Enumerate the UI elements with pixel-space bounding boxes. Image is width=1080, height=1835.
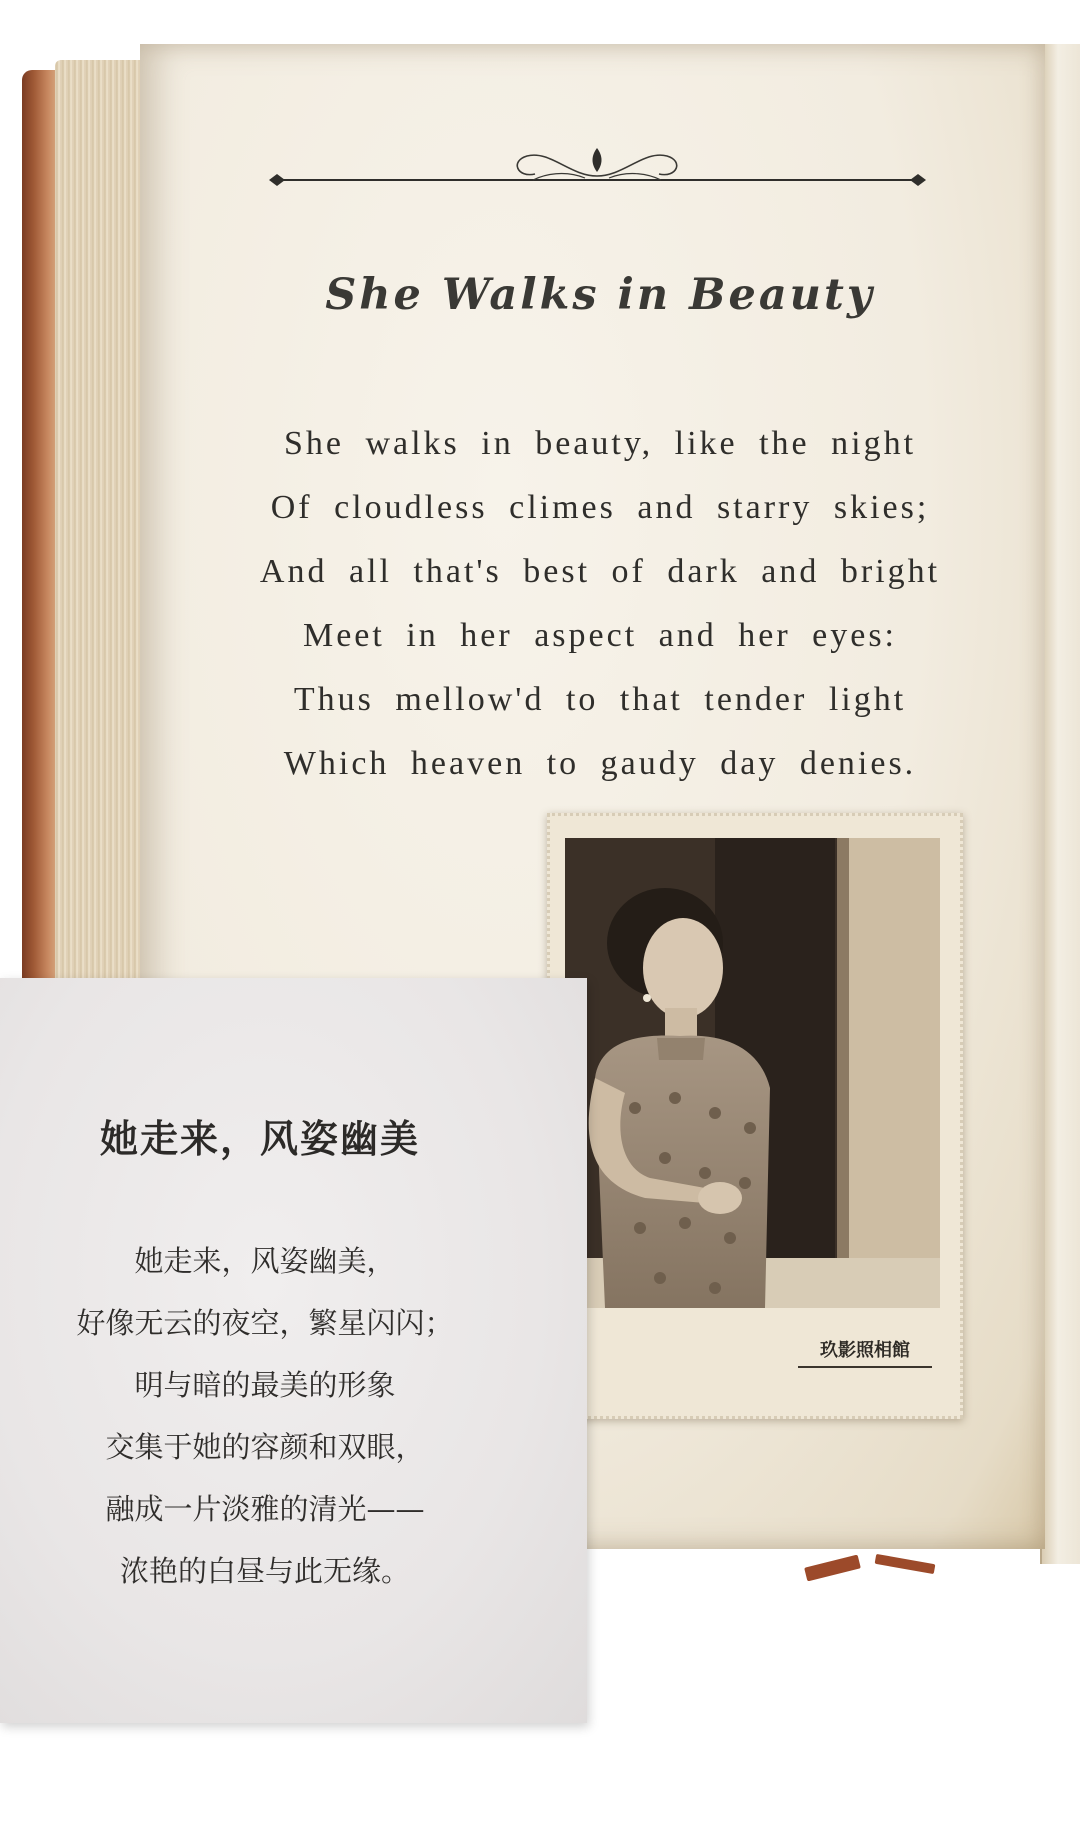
translation-title: 她走来，风姿幽美 (99, 1116, 420, 1161)
translation-line: 好像无云的夜空，繁星闪闪； (76, 1306, 454, 1340)
poem-line: Of cloudless climes and starry skies; (270, 489, 930, 526)
translation-line: 浓艳的白昼与此无缘。 (119, 1554, 410, 1588)
vintage-photo-frame (547, 813, 963, 1419)
ornament-divider-icon (265, 130, 930, 190)
studio-logo (790, 1336, 940, 1368)
translation-line: 融成一片淡雅的清光—— (105, 1492, 425, 1526)
book-right-page-edge (1040, 44, 1080, 1564)
poem-line: Meet in her aspect and her eyes: (302, 617, 898, 654)
poem-line: She walks in beauty, like the night (283, 425, 917, 462)
studio-logo-rule (798, 1366, 932, 1368)
translation-line: 她走来，风姿幽美， (134, 1244, 396, 1278)
poem-line: And all that's best of dark and bright (259, 553, 941, 590)
translation-stanza (30, 1230, 500, 1602)
woman-portrait-illustration (565, 838, 940, 1308)
bookmark-ribbon (805, 1555, 935, 1579)
portrait-photo (565, 838, 940, 1308)
translation-line: 交集于她的容颜和双眼， (105, 1430, 425, 1464)
poem-stanza (230, 412, 970, 796)
translation-line: 明与暗的最美的形象 (134, 1368, 396, 1402)
studio-name: 玖影照相館 (820, 1340, 910, 1361)
poem-line: Which heaven to gaudy day denies. (283, 745, 917, 782)
poem-title: She Walks in Beauty (325, 270, 875, 320)
poem-line: Thus mellow'd to that tender light (293, 681, 907, 718)
